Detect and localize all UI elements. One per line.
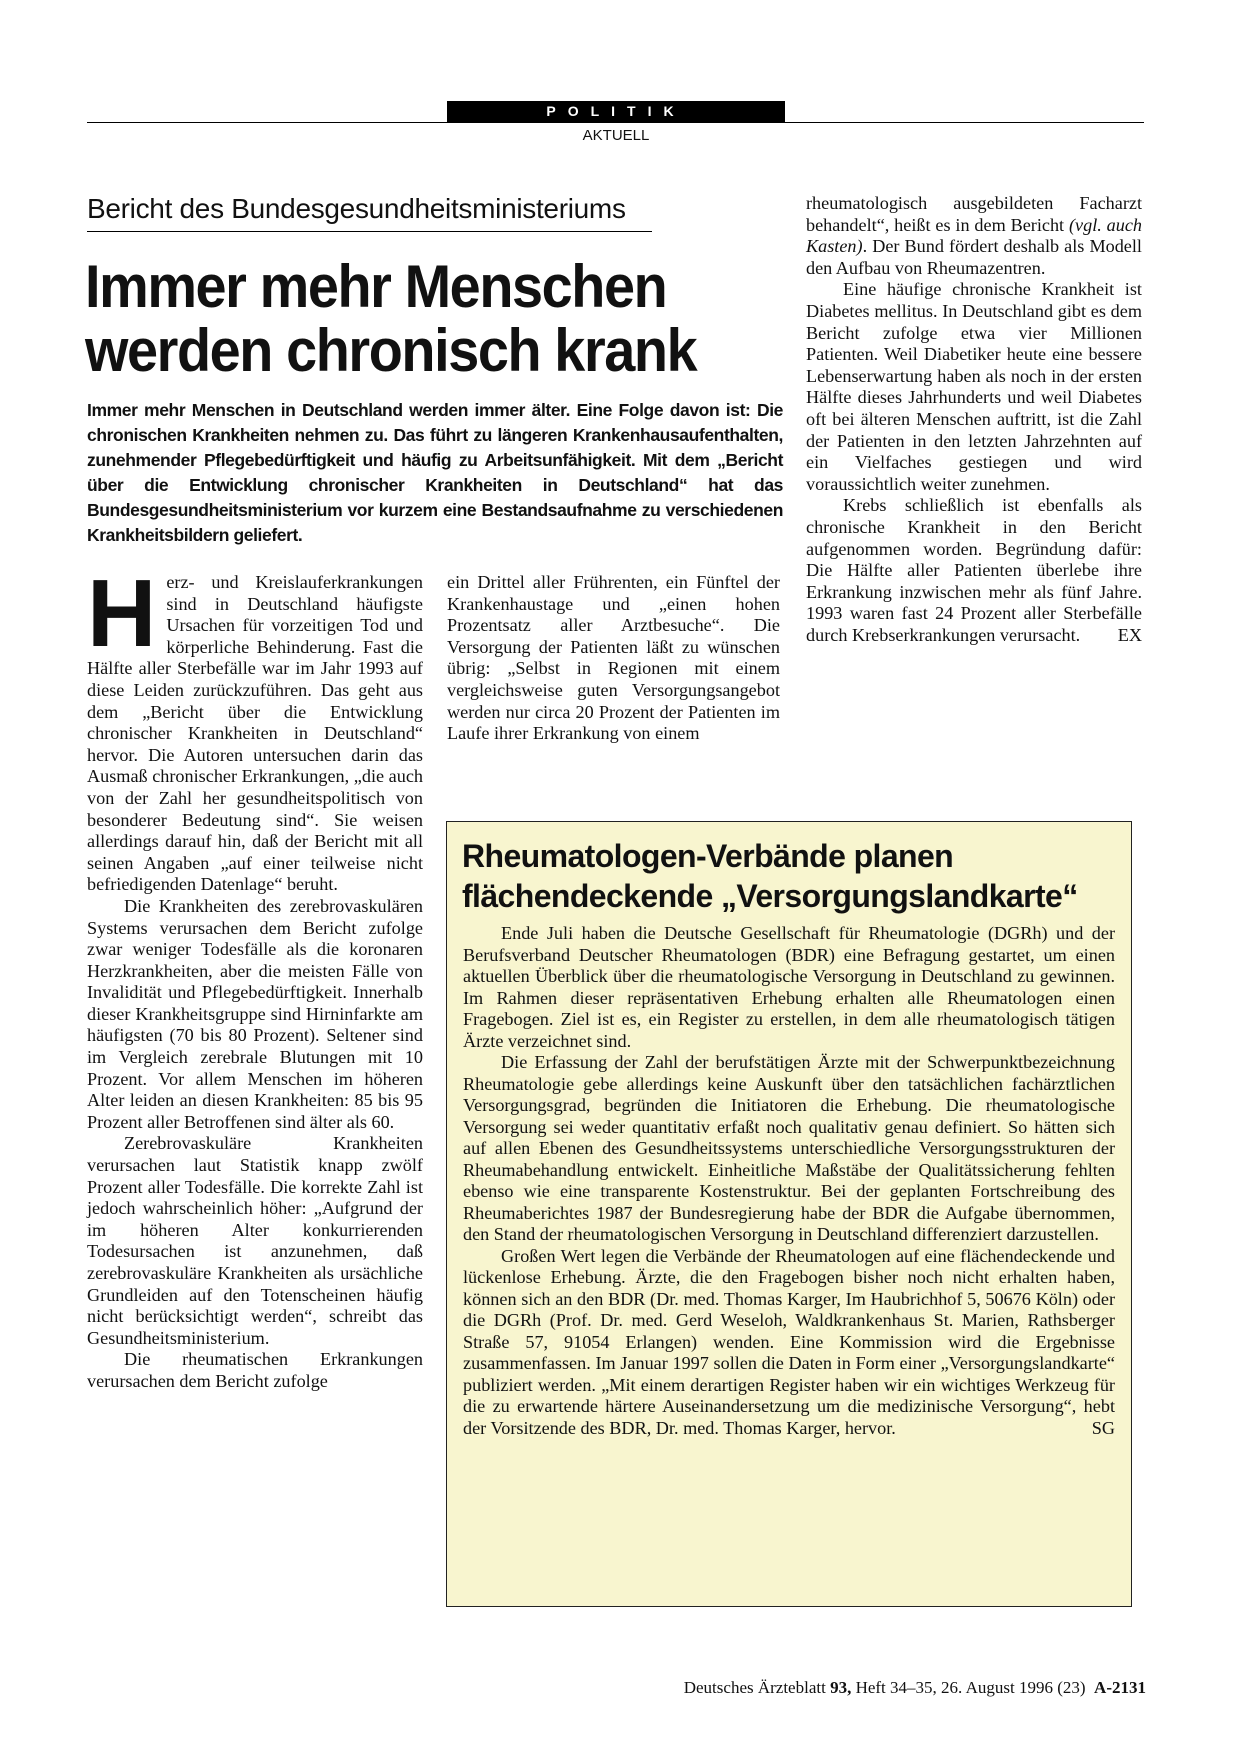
box-title-line-2: flächendeckende „Versorgungslandkarte“ xyxy=(462,878,1078,914)
paragraph: Zerebrovaskuläre Krankheiten verursachen laut Statistik knapp zwölf Prozent aller Todesfälle. Die korrekte Zahl ist jedoch wahrscheinlich höher: „Aufgrund der im höheren Alter konkurrierenden Todesursachen ist anzunehmen, daß zerebrovaskuläre Krankheiten als ursächliche Grundleiden auf den Totenscheinen häufig nicht berücksichtigt werden“, schreibt das Gesundheitsministerium. xyxy=(87,1133,423,1348)
article-kicker: Bericht des Bundesgesundheitsministeriums xyxy=(87,193,652,232)
author-signature: EX xyxy=(1117,624,1142,645)
journal-volume: 93, xyxy=(830,1678,852,1697)
cross-reference: (vgl. auch Kasten) xyxy=(806,214,1143,257)
box-title-line-1: Rheumatologen-Verbände planen xyxy=(462,838,954,874)
box-paragraph: Die Erfassung der Zahl der berufstätigen Ärzte mit der Schwerpunktbezeichnung Rheumatologie gebe allerdings keine Auskunft über den tatsächlichen fachärztlichen Versorgungsgrad, begründen die Initiatoren die Erhebung. Die rheumatologische Versorgung sei weder quantitativ erfaßt noch qualitativ genau definiert. So hätten sich auf allen Ebenen des Gesundheitssystems unterschiedliche Versorgungsstrukturen der Rheumabehandlung entwickelt. Einheitliche Maßstäbe der Qualitätssicherung fehlten ebenso wie eine transparente Kostenstruktur. Bei der geplanten Fortschreibung des Rheumaberichtes 1987 der Bundesregierung habe der BDR die Aufgabe übernommen, den Stand der rheumatologischen Versorgung in Deutschland differenziert darzustellen. xyxy=(463,1052,1115,1244)
page-number: A-2131 xyxy=(1094,1678,1146,1697)
paragraph: Die rheumatischen Erkrankungen verursachen dem Bericht zufolge xyxy=(87,1349,423,1391)
journal-issue: Heft 34–35, 26. August 1996 (23) xyxy=(855,1678,1086,1697)
journal-name: Deutsches Ärzteblatt xyxy=(683,1678,826,1697)
section-label: POLITIK xyxy=(447,101,785,122)
article-column-2 xyxy=(447,572,780,745)
box-body xyxy=(463,923,1115,1439)
info-box xyxy=(446,821,1132,1607)
paragraph: Die Krankheiten des zerebrovaskulären Systems verursachen dem Bericht zufolge zwar weniger Todesfälle als die koronaren Herzkrankheiten, aber die meisten Fälle von Invalidität und Pflegebedürftigkeit. Innerhalb dieser Krankheitsgruppe sind Hirninfarkte am häufigsten (70 bis 80 Prozent). Seltener sind im Vergleich zerebrale Blutungen mit 10 Prozent. Vor allem Menschen im höheren Alter leiden an diesen Krankheiten: 85 bis 95 Prozent aller Betroffenen sind älter als 60. xyxy=(87,895,423,1132)
headline-line-1: Immer mehr Menschen xyxy=(85,253,667,320)
header-rule xyxy=(87,122,1144,123)
box-paragraph xyxy=(463,1246,1115,1440)
box-paragraph: Ende Juli haben die Deutsche Gesellschaft für Rheumatologie (DGRh) und der Berufsverband Deutscher Rheumatologen (BDR) eine Befragung gestartet, um einen aktuellen Überblick über die rheumatologische Versorgung in Deutschland zu gewinnen. Im Rahmen dieser repräsentativen Erhebung erhalten alle Rheumatologen einen Fragebogen. Ziel ist es, ein Register zu erstellen, in dem alle rheumatologisch tätigen Ärzte verzeichnet sind. xyxy=(463,923,1115,1051)
headline-line-2: werden chronisch krank xyxy=(85,317,697,384)
drop-cap: H xyxy=(87,560,157,667)
paragraph-text: Krebs schließlich ist ebenfalls als chronische Krankheit in den Bericht aufgenommen worden. Begründung dafür: Die Hälfte aller Patienten überlebe ihre Erkrankung inzwischen mehr als fünf Jahre. 1993 waren fast 24 Prozent aller Sterbefälle durch Krebserkrankungen verursacht. xyxy=(806,495,1142,645)
paragraph-text: erz- und Kreislauferkrankungen sind in Deutschland häufigste Ursachen für vorzeitigen Tod und körperliche Behinderung. Fast die Hälfte aller Sterbefälle war im Jahr 1993 auf diese Leiden zurückzuführen. Das geht aus dem „Bericht über die Entwicklung chronischer Krankheiten in Deutschland“ hervor. Die Autoren untersuchen darin das Ausmaß chronischer Erkrankungen, „die auch von der Zahl her gesundheitspolitisch von besonderer Bedeutung sind“. Sie weisen allerdings darauf hin, daß der Bericht mit all seinen Angaben „auf einer teilweise nicht befriedigenden Datenlage“ beruht. xyxy=(87,572,423,895)
paragraph: ein Drittel aller Frührenten, ein Fünftel der Krankenhaustage und „einen hohen Prozentsatz aller Arztbesuche“. Die Versorgung der Patienten läßt zu wünschen übrig: „Selbst in Regionen mit einem vergleichsweise guten Versorgungsangebot werden nur circa 20 Prozent der Patienten im Laufe ihrer Erkrankung von einem xyxy=(447,572,780,744)
article-lead: Immer mehr Menschen in Deutschland werden immer älter. Eine Folge davon ist: Die chronischen Krankheiten nehmen zu. Das führt zu längeren Krankenhausaufenthalten, zunehmender Pflegebedürftigkeit und häufig zu Arbeitsunfähigkeit. Mit dem „Bericht über die Entwicklung chronischer Krankheiten in Deutschland“ hat das Bundesgesundheitsministerium vor kurzem eine Bestandsaufnahme zu verschiedenen Krankheitsbildern geliefert. xyxy=(87,400,783,545)
paragraph: Eine häufige chronische Krankheit ist Diabetes mellitus. In Deutschland gibt es dem Bericht zufolge etwa vier Millionen Patienten. Weil Diabetiker heute eine bessere Lebenserwartung haben als noch in der ersten Hälfte dieses Jahrhunderts und weil Diabetes oft bei älteren Menschen auftritt, ist die Zahl der Patienten in den letzten Jahrzehnten auf ein Vielfaches gestiegen und wird voraussichtlich weiter zunehmen. xyxy=(806,279,1142,494)
paragraph xyxy=(806,193,1142,279)
box-signature: SG xyxy=(1091,1417,1115,1438)
paragraph-text: . Der Bund fördert deshalb als Modell den Aufbau von Rheumazentren. xyxy=(806,236,1142,278)
paragraph-text: rheumatologisch ausgebildeten Facharzt behandelt“, heißt es in dem Bericht xyxy=(806,193,1142,235)
subsection-label: AKTUELL xyxy=(582,127,650,144)
box-paragraph-text: Großen Wert legen die Verbände der Rheumatologen auf eine flächendeckende und lückenlose Erhebung. Ärzte, die den Fragebogen bisher noch nicht erhalten haben, können sich an den BDR (Dr. med. Thomas Karger, Im Haubrichhof 5, 50676 Köln) oder die DGRh (Prof. Dr. med. Gerd Weseloh, Waldkrankenhaus St. Marien, Rathsberger Straße 57, 91054 Erlangen) wenden. Eine Kommission wird die Ergebnisse zusammenfassen. Im Januar 1997 sollen die Daten in Form einer „Versorgungslandkarte“ publiziert werden. „Mit einem derartigen Register haben wir ein wichtiges Werkzeug für die zu erwartende härtere Auseinandersetzung um die medizinische Versorgung“, hebt der Vorsitzende des BDR, Dr. med. Thomas Karger, hervor. xyxy=(463,1245,1115,1438)
box-title xyxy=(462,836,1122,916)
paragraph xyxy=(806,495,1142,646)
article-column-3 xyxy=(806,193,1142,646)
article-headline xyxy=(85,255,736,383)
article-column-1 xyxy=(87,560,423,1393)
page-footer xyxy=(580,1678,1146,1698)
paragraph xyxy=(87,560,423,896)
